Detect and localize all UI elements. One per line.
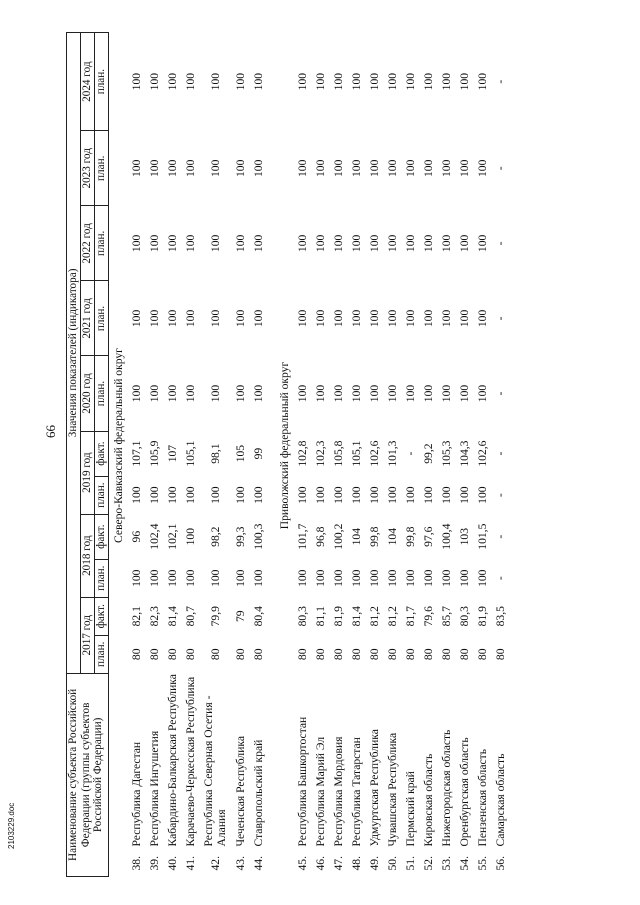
row-number: 41. <box>183 856 197 871</box>
value-cell: 100 <box>421 486 435 504</box>
value-cell: 100 <box>183 486 197 504</box>
table-row <box>383 33 401 877</box>
value-cell: 100 <box>165 384 179 403</box>
value-cell: 100 <box>251 569 265 587</box>
table-row <box>347 33 365 877</box>
sub-header: факт. <box>95 431 109 476</box>
sub-header: план. <box>95 33 109 131</box>
value-cell: 100 <box>165 486 179 504</box>
row-number: 53. <box>439 856 453 871</box>
value-cell: 81,2 <box>367 606 381 627</box>
value-cell: 80,3 <box>295 606 309 627</box>
value-cell: 100 <box>331 72 345 91</box>
year-header: 2019 год <box>81 431 95 514</box>
row-number: 46. <box>313 856 327 871</box>
value-cell: - <box>493 316 507 321</box>
value-cell: 100 <box>385 159 399 177</box>
region-name: Республика Северная Осетия - Алания <box>202 695 228 847</box>
table-row <box>311 33 329 877</box>
value-cell: 81,7 <box>403 606 417 627</box>
value-cell: 80 <box>457 648 471 661</box>
value-cell: 100,2 <box>331 523 345 550</box>
region-name: Республика Татарстан <box>349 737 363 847</box>
value-cell: 100 <box>349 486 363 504</box>
value-cell: 100 <box>233 72 247 91</box>
value-cell: 99,8 <box>403 526 417 547</box>
value-cell: 100 <box>183 72 197 91</box>
value-cell: 100 <box>233 234 247 253</box>
row-number: 54. <box>457 856 471 871</box>
value-cell: 100 <box>403 486 417 504</box>
value-cell: 100 <box>313 309 327 328</box>
value-cell: 100 <box>475 384 489 403</box>
rotated-table-page <box>66 32 604 877</box>
value-cell: 100 <box>251 309 265 328</box>
value-cell: 102,3 <box>313 440 327 467</box>
value-cell: 96 <box>129 530 143 543</box>
value-cell: 100 <box>313 234 327 253</box>
value-cell: 81,9 <box>475 606 489 627</box>
value-cell: 100 <box>349 384 363 403</box>
value-cell: 100 <box>457 384 471 403</box>
value-cell: 100 <box>349 159 363 177</box>
value-cell: 100 <box>147 234 161 253</box>
value-cell: 80 <box>385 648 399 661</box>
region-name: Республика Башкортостан <box>295 716 309 847</box>
values-title: Значения показателей (индикатора) <box>67 33 81 674</box>
value-cell: 100 <box>385 486 399 504</box>
value-cell: 104,3 <box>457 440 471 467</box>
year-header: 2024 год <box>81 33 95 131</box>
sub-header: план. <box>95 131 109 206</box>
value-cell: 96,8 <box>313 526 327 547</box>
value-cell: 100 <box>367 309 381 328</box>
value-cell: 100 <box>313 569 327 587</box>
value-cell: 100 <box>295 159 309 177</box>
value-cell: 80 <box>439 648 453 661</box>
row-number: 40. <box>165 856 179 871</box>
value-cell: 100 <box>439 72 453 91</box>
table-row <box>145 33 163 877</box>
region-name: Самарская область <box>493 753 507 847</box>
value-cell: 100 <box>129 569 143 587</box>
value-cell: 100 <box>165 569 179 587</box>
value-cell: 100 <box>457 159 471 177</box>
row-number: 50. <box>385 856 399 871</box>
row-number: 38. <box>129 856 143 871</box>
value-cell: 80 <box>493 648 507 661</box>
value-cell: 79 <box>233 610 247 623</box>
sub-header: план. <box>95 281 109 356</box>
value-cell: 80 <box>403 648 417 661</box>
table-row <box>329 33 347 877</box>
value-cell: 80 <box>313 648 327 661</box>
value-cell: 80 <box>331 648 345 661</box>
value-cell: 101,7 <box>295 523 309 550</box>
value-cell: 100 <box>403 384 417 403</box>
value-cell: - <box>493 493 507 498</box>
value-cell: 80 <box>183 648 197 661</box>
value-cell: 81,9 <box>331 606 345 627</box>
value-cell: 100 <box>129 309 143 328</box>
district-title: Приволжский федеральный округ <box>277 361 291 530</box>
table-row <box>401 33 419 877</box>
value-cell: 104 <box>349 527 363 546</box>
value-cell: 100 <box>129 234 143 253</box>
value-cell: 100 <box>208 384 222 403</box>
value-cell: 107,1 <box>129 440 143 467</box>
value-cell: 100 <box>439 234 453 253</box>
value-cell: 100 <box>385 384 399 403</box>
value-cell: 100 <box>475 72 489 91</box>
value-cell: 100 <box>457 234 471 253</box>
value-cell: 100 <box>439 384 453 403</box>
value-cell: 102,4 <box>147 523 161 550</box>
value-cell: 80 <box>251 648 265 661</box>
value-cell: 100 <box>183 527 197 546</box>
region-name: Республика Мордовия <box>331 736 345 847</box>
value-cell: 79,9 <box>208 606 222 627</box>
value-cell: 100 <box>251 384 265 403</box>
region-name: Республика Дагестан <box>129 741 143 847</box>
sub-header: план. <box>95 356 109 431</box>
indicator-table <box>66 32 509 877</box>
region-name: Кабардино-Балкарская Республика <box>165 674 179 847</box>
table-row <box>127 33 145 877</box>
value-cell: 100 <box>367 234 381 253</box>
value-cell: 82,1 <box>129 606 143 627</box>
value-cell: 102,6 <box>475 440 489 467</box>
value-cell: 80,4 <box>251 606 265 627</box>
value-cell: - <box>493 79 507 84</box>
value-cell: 100 <box>295 486 309 504</box>
table-row <box>199 33 231 877</box>
value-cell: - <box>403 451 417 456</box>
value-cell: 100 <box>403 159 417 177</box>
value-cell: 100 <box>421 569 435 587</box>
value-cell: 100 <box>147 159 161 177</box>
row-number: 48. <box>349 856 363 871</box>
value-cell: - <box>493 576 507 581</box>
table-body <box>109 33 510 877</box>
value-cell: 100 <box>183 309 197 328</box>
year-header: 2018 год <box>81 514 95 597</box>
value-cell: 100 <box>295 72 309 91</box>
spacer-cell <box>267 33 275 877</box>
value-cell: 100 <box>165 159 179 177</box>
district-row <box>275 33 293 877</box>
region-name: Удмуртская Республика <box>367 729 381 847</box>
region-name: Пензенская область <box>475 749 489 847</box>
value-cell: - <box>493 451 507 456</box>
value-cell: 100 <box>331 159 345 177</box>
value-cell: 100 <box>385 309 399 328</box>
value-cell: 100 <box>233 486 247 504</box>
value-cell: - <box>493 166 507 171</box>
value-cell: 100 <box>147 72 161 91</box>
row-number: 52. <box>421 856 435 871</box>
value-cell: 80,3 <box>457 606 471 627</box>
value-cell: 103 <box>457 527 471 546</box>
table-header <box>67 33 109 877</box>
value-cell: 100 <box>165 72 179 91</box>
sub-header: факт. <box>95 597 109 635</box>
table-row <box>419 33 437 877</box>
value-cell: 100 <box>331 309 345 328</box>
value-cell: 100 <box>475 486 489 504</box>
value-cell: 100 <box>251 159 265 177</box>
value-cell: 100 <box>233 159 247 177</box>
value-cell: 82,3 <box>147 606 161 627</box>
table-row <box>249 33 267 877</box>
value-cell: 100 <box>147 486 161 504</box>
value-cell: 80 <box>349 648 363 661</box>
value-cell: 100 <box>251 234 265 253</box>
value-cell: 104 <box>385 527 399 546</box>
value-cell: 100 <box>208 569 222 587</box>
value-cell: 80 <box>208 648 222 661</box>
value-cell: 100 <box>295 384 309 403</box>
value-cell: 80 <box>295 648 309 661</box>
value-cell: 100 <box>183 234 197 253</box>
value-cell: 100,3 <box>251 523 265 550</box>
table-row <box>293 33 311 877</box>
value-cell: 100 <box>385 72 399 91</box>
value-cell: 99,8 <box>367 526 381 547</box>
value-cell: 107 <box>165 444 179 463</box>
value-cell: 100 <box>421 234 435 253</box>
value-cell: 100 <box>457 486 471 504</box>
row-number: 49. <box>367 856 381 871</box>
value-cell: 100 <box>457 569 471 587</box>
region-name: Нижегородская область <box>439 729 453 847</box>
value-cell: 100 <box>475 309 489 328</box>
value-cell: 100 <box>165 309 179 328</box>
value-cell: 100 <box>385 569 399 587</box>
value-cell: 100 <box>457 72 471 91</box>
value-cell: 100 <box>147 384 161 403</box>
value-cell: 81,4 <box>349 606 363 627</box>
value-cell: 83,5 <box>493 606 507 627</box>
value-cell: 80 <box>421 648 435 661</box>
value-cell: 105,1 <box>349 440 363 467</box>
table-row <box>455 33 473 877</box>
sub-header: план. <box>95 559 109 597</box>
value-cell: - <box>493 534 507 539</box>
value-cell: 100 <box>385 234 399 253</box>
table-row <box>437 33 455 877</box>
table-row <box>473 33 491 877</box>
value-cell: 80 <box>475 648 489 661</box>
value-cell: 105,8 <box>331 440 345 467</box>
value-cell: 98,2 <box>208 526 222 547</box>
value-cell: 102,1 <box>165 523 179 550</box>
value-cell: 100 <box>295 569 309 587</box>
region-column-header: Наименование субъекта Российской Федерации (группы субъектов Российской Федерации) <box>67 673 109 876</box>
value-cell: 100 <box>251 486 265 504</box>
row-number: 51. <box>403 856 417 871</box>
value-cell: 100 <box>313 159 327 177</box>
value-cell: 100 <box>439 569 453 587</box>
value-cell: 100 <box>331 384 345 403</box>
region-name: Пермский край <box>403 771 417 847</box>
region-name: Чеченская Республика <box>233 736 247 847</box>
district-row <box>109 33 128 877</box>
year-header: 2020 год <box>81 356 95 431</box>
value-cell: 85,7 <box>439 606 453 627</box>
value-cell: 100 <box>147 569 161 587</box>
value-cell: 100 <box>331 234 345 253</box>
value-cell: 100 <box>367 384 381 403</box>
year-header: 2021 год <box>81 281 95 356</box>
spacer-row <box>267 33 275 877</box>
value-cell: 81,1 <box>313 606 327 627</box>
value-cell: - <box>493 241 507 246</box>
value-cell: 100 <box>421 384 435 403</box>
value-cell: 100 <box>367 486 381 504</box>
value-cell: 100 <box>421 309 435 328</box>
value-cell: 100 <box>129 486 143 504</box>
value-cell: 99 <box>251 447 265 460</box>
value-cell: 100 <box>403 72 417 91</box>
value-cell: 99,2 <box>421 443 435 464</box>
value-cell: 100 <box>475 569 489 587</box>
value-cell: 100 <box>233 569 247 587</box>
value-cell: 100 <box>439 309 453 328</box>
year-header: 2017 год <box>81 597 95 673</box>
value-cell: 100 <box>349 309 363 328</box>
region-name: Карачаево-Черкесская Республика <box>183 676 197 847</box>
region-name: Ставропольский край <box>251 739 265 847</box>
value-cell: 99,3 <box>233 526 247 547</box>
region-name: Кировская область <box>421 753 435 847</box>
value-cell: 100 <box>457 309 471 328</box>
value-cell: 100 <box>367 72 381 91</box>
value-cell: 100 <box>208 159 222 177</box>
table-row <box>365 33 383 877</box>
value-cell: 81,4 <box>165 606 179 627</box>
value-cell: 100 <box>129 384 143 403</box>
row-number: 44. <box>251 856 265 871</box>
row-number: 42. <box>208 856 222 871</box>
row-number: 43. <box>233 856 247 871</box>
row-number: 56. <box>493 856 507 871</box>
value-cell: 100 <box>367 569 381 587</box>
value-cell: 80 <box>367 648 381 661</box>
value-cell: 81,2 <box>385 606 399 627</box>
sub-header: план. <box>95 476 109 514</box>
value-cell: 100 <box>233 384 247 403</box>
value-cell: 105,3 <box>439 440 453 467</box>
table-row <box>181 33 199 877</box>
value-cell: 79,6 <box>421 606 435 627</box>
value-cell: 100 <box>349 72 363 91</box>
year-header: 2022 год <box>81 206 95 281</box>
value-cell: 100 <box>475 159 489 177</box>
value-cell: 100 <box>367 159 381 177</box>
value-cell: 105,9 <box>147 440 161 467</box>
value-cell: 100 <box>183 159 197 177</box>
sub-header: факт. <box>95 514 109 559</box>
value-cell: 100 <box>421 72 435 91</box>
table-row <box>231 33 249 877</box>
value-cell: 100 <box>147 309 161 328</box>
value-cell: 100 <box>475 234 489 253</box>
row-number: 39. <box>147 856 161 871</box>
value-cell: - <box>493 391 507 396</box>
year-header: 2023 год <box>81 131 95 206</box>
value-cell: 100 <box>349 569 363 587</box>
row-number: 45. <box>295 856 309 871</box>
value-cell: 100 <box>295 234 309 253</box>
value-cell: 100 <box>251 72 265 91</box>
value-cell: 105 <box>233 444 247 463</box>
value-cell: 100 <box>129 72 143 91</box>
region-name: Республика Ингушетия <box>147 730 161 847</box>
value-cell: 100 <box>439 159 453 177</box>
region-name: Чувашская Республика <box>385 732 399 847</box>
value-cell: 100 <box>403 569 417 587</box>
value-cell: 100 <box>295 309 309 328</box>
value-cell: 80 <box>165 648 179 661</box>
document-id: 2103229.doc <box>7 802 16 849</box>
value-cell: 98,1 <box>208 443 222 464</box>
value-cell: 100 <box>165 234 179 253</box>
table-row <box>163 33 181 877</box>
value-cell: 101,5 <box>475 523 489 550</box>
value-cell: 100 <box>313 384 327 403</box>
value-cell: 100 <box>403 309 417 328</box>
value-cell: 100 <box>313 72 327 91</box>
value-cell: 100 <box>208 309 222 328</box>
value-cell: 100 <box>331 569 345 587</box>
district-title: Северо-Кавказский федеральный округ <box>111 348 125 543</box>
value-cell: 100 <box>313 486 327 504</box>
value-cell: 102,8 <box>295 440 309 467</box>
region-name: Оренбургская область <box>457 737 471 847</box>
row-number: 47. <box>331 856 345 871</box>
value-cell: 100 <box>349 234 363 253</box>
value-cell: 100 <box>183 384 197 403</box>
value-cell: 105,1 <box>183 440 197 467</box>
value-cell: 100 <box>129 159 143 177</box>
value-cell: 80,7 <box>183 606 197 627</box>
value-cell: 100 <box>233 309 247 328</box>
value-cell: 100 <box>439 486 453 504</box>
sub-header: план. <box>95 206 109 281</box>
value-cell: 80 <box>233 648 247 661</box>
table-row <box>491 33 509 877</box>
row-number: 55. <box>475 856 489 871</box>
value-cell: 101,3 <box>385 440 399 467</box>
sub-header: план. <box>95 635 109 673</box>
page-number: 66 <box>43 425 58 438</box>
value-cell: 100 <box>208 72 222 91</box>
value-cell: 100 <box>208 234 222 253</box>
value-cell: 97,6 <box>421 526 435 547</box>
region-name: Республика Марий Эл <box>313 736 327 847</box>
value-cell: 100 <box>403 234 417 253</box>
value-cell: 100 <box>208 486 222 504</box>
value-cell: 102,6 <box>367 440 381 467</box>
value-cell: 100 <box>421 159 435 177</box>
value-cell: 100 <box>183 569 197 587</box>
value-cell: 100,4 <box>439 523 453 550</box>
value-cell: 80 <box>147 648 161 661</box>
value-cell: 80 <box>129 648 143 661</box>
value-cell: 100 <box>331 486 345 504</box>
